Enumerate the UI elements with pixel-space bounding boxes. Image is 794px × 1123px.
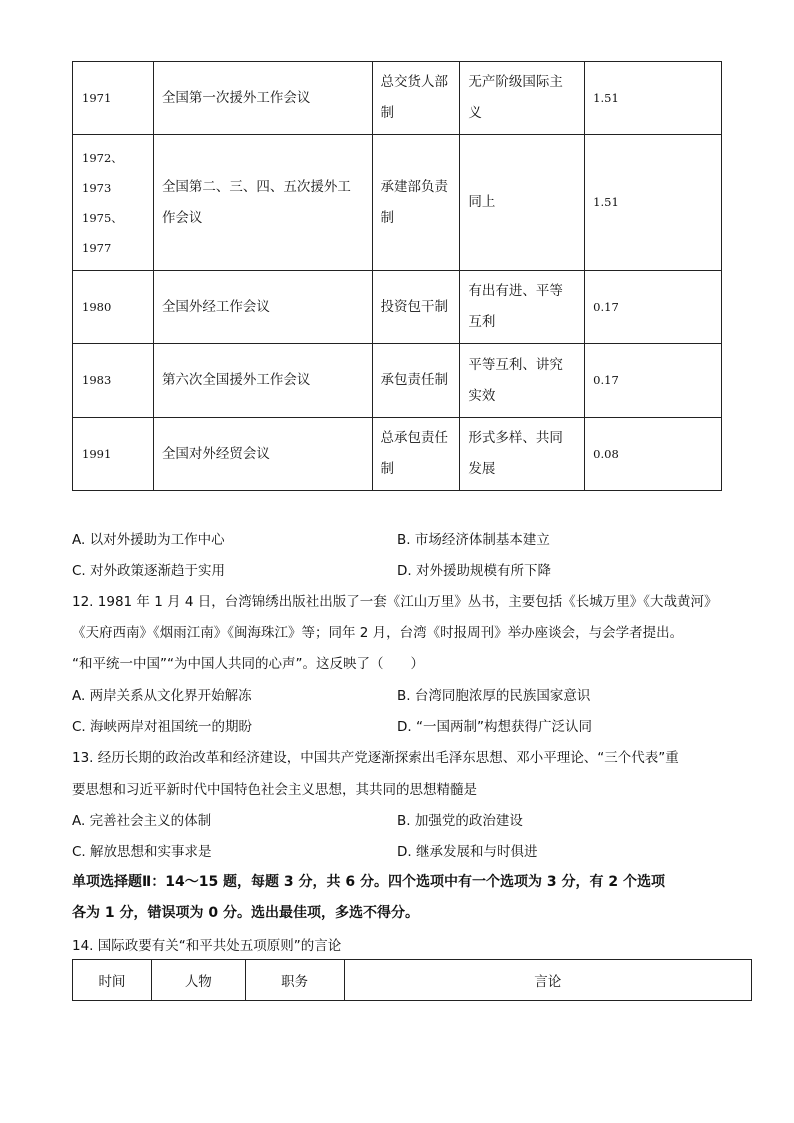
header-person: 人物 — [151, 960, 245, 1001]
q11-option-a: A. 以对外援助为工作中心 — [72, 532, 225, 548]
header-position: 职务 — [245, 960, 344, 1001]
year-cell: 1983 — [73, 344, 154, 418]
q13-option-a: A. 完善社会主义的体制 — [72, 813, 212, 829]
meeting-cell: 全国对外经贸会议 — [153, 418, 372, 491]
section-instructions-line-1: 单项选择题Ⅱ：14～15 题，每题 3 分，共 6 分。四个选项中有一个选项为 3 分，有 2 个选项 — [72, 874, 666, 890]
q14-stem: 14. 国际政要有关“和平共处五项原则”的言论 — [72, 938, 342, 954]
principle-cell: 平等互利、讲究 实效 — [460, 344, 585, 418]
table-row — [73, 418, 722, 491]
q11-option-c: C. 对外政策逐渐趋于实用 — [72, 563, 226, 579]
ratio-cell: 1.51 — [585, 135, 722, 271]
quotes-table — [72, 959, 752, 1001]
year-cell: 1980 — [73, 271, 154, 344]
q12-option-c: C. 海峡两岸对祖国统一的期盼 — [72, 719, 253, 735]
table-row — [73, 135, 722, 271]
q12-stem-line-3: “和平统一中国”“为中国人共同的心声”。这反映了（ ） — [72, 656, 424, 672]
q13-option-d: D. 继承发展和与时俱进 — [397, 844, 538, 860]
table-row — [73, 271, 722, 344]
q11-option-d: D. 对外援助规模有所下降 — [397, 563, 551, 579]
principle-cell: 形式多样、共同 发展 — [460, 418, 585, 491]
q12-option-a: A. 两岸关系从文化界开始解冻 — [72, 688, 252, 704]
meeting-cell: 全国第一次援外工作会议 — [153, 62, 372, 135]
header-time: 时间 — [73, 960, 152, 1001]
q13-stem-line-1: 13. 经历长期的政治改革和经济建设，中国共产党逐渐探索出毛泽东思想、邓小平理论、“三个代表”重 — [72, 750, 679, 766]
principle-cell: 有出有进、平等 互利 — [460, 271, 585, 344]
q12-option-d: D. “一国两制”构想获得广泛认同 — [397, 719, 592, 735]
ratio-cell: 1.51 — [585, 62, 722, 135]
principle-cell: 无产阶级国际主 义 — [460, 62, 585, 135]
meeting-cell: 全国外经工作会议 — [153, 271, 372, 344]
system-cell: 承包责任制 — [372, 344, 460, 418]
q12-option-b: B. 台湾同胞浓厚的民族国家意识 — [397, 688, 591, 704]
system-cell: 总交货人部 制 — [372, 62, 460, 135]
year-cell: 1991 — [73, 418, 154, 491]
header-quote: 言论 — [344, 960, 751, 1001]
meeting-cell: 全国第二、三、四、五次援外工 作会议 — [153, 135, 372, 271]
principle-cell: 同上 — [460, 135, 585, 271]
ratio-cell: 0.08 — [585, 418, 722, 491]
q13-option-b: B. 加强党的政治建设 — [397, 813, 523, 829]
ratio-cell: 0.17 — [585, 344, 722, 418]
section-instructions-line-2: 各为 1 分，错误项为 0 分。选出最佳项，多选不得分。 — [72, 905, 419, 921]
ratio-cell: 0.17 — [585, 271, 722, 344]
system-cell: 总承包责任 制 — [372, 418, 460, 491]
aid-history-table — [72, 61, 722, 491]
system-cell: 承建部负责 制 — [372, 135, 460, 271]
year-cell: 1971 — [73, 62, 154, 135]
system-cell: 投资包干制 — [372, 271, 460, 344]
q12-stem-line-1: 12. 1981 年 1 月 4 日，台湾锦绣出版社出版了一套《江山万里》丛书，主要包括《长城万里》《大哉黄河》 — [72, 594, 718, 610]
q13-option-c: C. 解放思想和实事求是 — [72, 844, 212, 860]
q13-stem-line-2: 要思想和习近平新时代中国特色社会主义思想，其共同的思想精髓是 — [72, 782, 477, 798]
table-header-row — [73, 960, 752, 1001]
q11-option-b: B. 市场经济体制基本建立 — [397, 532, 550, 548]
year-cell: 1972、 1973 1975、 1977 — [73, 135, 154, 271]
table-row — [73, 62, 722, 135]
q12-stem-line-2: 《天府西南》《烟雨江南》《闽海珠江》等；同年 2 月，台湾《时报周刊》举办座谈会，与会学者提出。 — [72, 625, 684, 641]
meeting-cell: 第六次全国援外工作会议 — [153, 344, 372, 418]
table-row — [73, 344, 722, 418]
